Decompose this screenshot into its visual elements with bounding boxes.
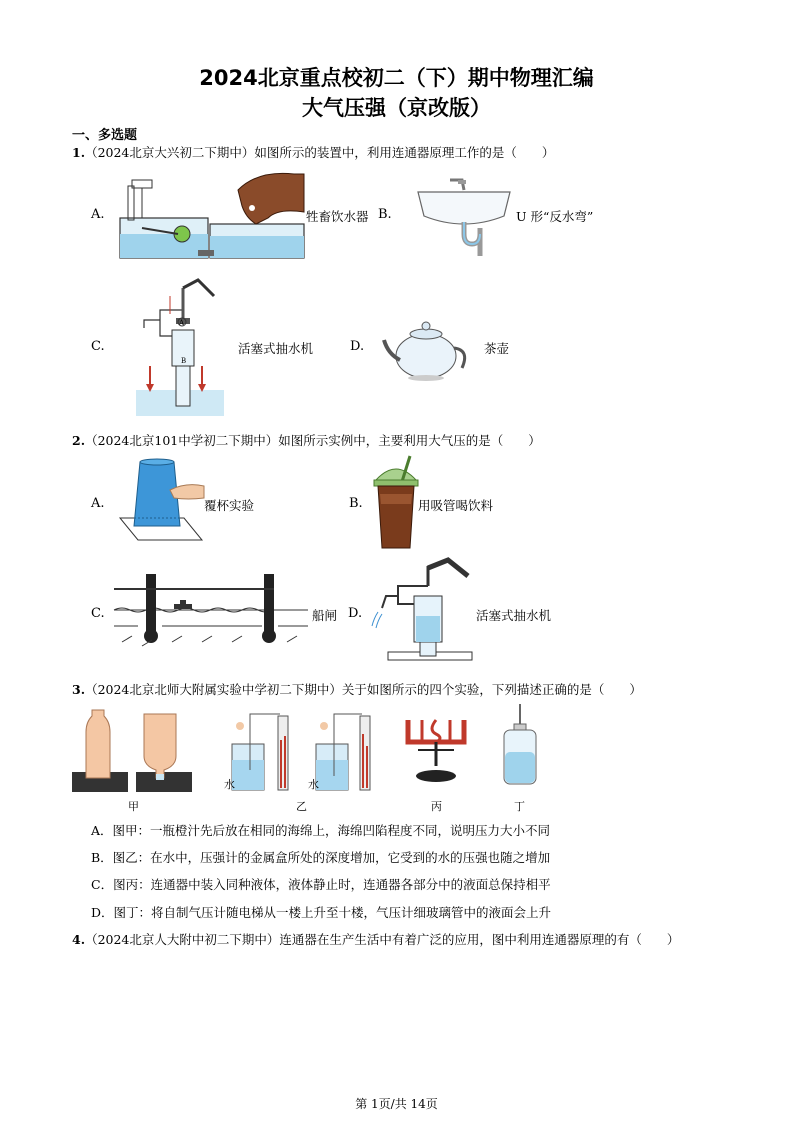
q2-text: 如图所示实例中，主要利用大气压的是（ ）	[278, 433, 541, 448]
q4-source: （2024北京人大附中初二下期中）	[85, 932, 280, 947]
q1-number: 1.	[72, 145, 86, 160]
q2-option-c-letter: C.	[91, 606, 105, 621]
figure-ding-homemade-barometer	[500, 702, 540, 786]
q1-option-d-letter: D.	[350, 339, 365, 354]
q3-source: （2024北京北师大附属实验中学初二下期中）	[85, 682, 342, 697]
livestock-waterer-image	[118, 168, 306, 264]
q1-option-b-caption: U 形“反水弯”	[516, 209, 594, 224]
q3-option-a: A．图甲：一瓶橙汁先后放在相同的海绵上，海绵凹陷程度不同，说明压力大小不同	[91, 823, 551, 838]
q1-pump-label-a: A	[179, 319, 185, 327]
question-4	[72, 930, 679, 948]
q1-source: （2024北京大兴初二下期中）	[85, 145, 255, 160]
q3-option-b: B．图乙：在水中，压强计的金属盒所处的深度增加，它受到的水的压强也随之增加	[91, 850, 551, 865]
q2-number: 2.	[72, 433, 86, 448]
q3-water-label-2: 水	[308, 778, 319, 791]
q3-option-d: D．图丁：将自制气压计随电梯从一楼上升至十楼，气压计细玻璃管中的液面会上升	[91, 905, 552, 920]
page-footer: 第 1页/共 14页	[355, 1097, 438, 1111]
piston-pump-image-q2	[368, 556, 474, 664]
u-trap-sink-image	[414, 172, 514, 258]
q2-option-a-letter: A.	[91, 496, 105, 511]
q4-text: 连通器在生产生活中有着广泛的应用，图中利用连通器原理的有（ ）	[279, 932, 680, 947]
page-subtitle: 大气压强（京改版）	[302, 96, 491, 120]
q1-option-a-letter: A.	[91, 207, 105, 222]
q3-figure-label-jia: 甲	[128, 800, 139, 813]
piston-pump-image-q1	[130, 266, 230, 418]
ship-lock-image	[112, 566, 312, 650]
q2-option-a-caption: 覆杯实验	[204, 498, 255, 513]
q1-text: 如图所示的装置中，利用连通器原理工作的是（ ）	[254, 145, 555, 160]
q1-option-d-caption: 茶壶	[484, 341, 510, 356]
question-2	[72, 431, 541, 449]
q3-water-label-1: 水	[224, 778, 235, 791]
q1-option-a-caption: 牲畜饮水器	[306, 209, 369, 224]
q4-number: 4.	[72, 932, 86, 947]
q1-option-b-letter: B.	[378, 207, 392, 222]
question-1	[72, 143, 554, 161]
q1-option-c-letter: C.	[91, 339, 105, 354]
q3-text: 关于如图所示的四个实验，下列描述正确的是（ ）	[341, 682, 642, 697]
q3-figure-label-ding: 丁	[514, 800, 525, 813]
figure-jia-bottles-on-sponge	[70, 704, 194, 794]
q3-number: 3.	[72, 682, 86, 697]
q3-figure-label-yi: 乙	[296, 800, 307, 813]
inverted-cup-image	[114, 456, 206, 544]
q2-source: （2024北京101中学初二下期中）	[85, 433, 279, 448]
straw-drink-image	[370, 454, 422, 550]
q2-option-d-letter: D.	[348, 606, 363, 621]
page-title: 2024北京重点校初二（下）期中物理汇编	[199, 66, 594, 90]
q1-option-c-caption: 活塞式抽水机	[238, 341, 314, 356]
section-heading: 一、多选题	[72, 128, 138, 143]
q2-option-c-caption: 船闸	[312, 608, 338, 623]
q1-pump-label-b: B	[181, 357, 187, 365]
figure-bing-connected-vessels	[404, 710, 468, 788]
q3-figure-label-bing: 丙	[431, 800, 442, 813]
q2-option-d-caption: 活塞式抽水机	[476, 608, 552, 623]
q3-option-c: C．图丙：连通器中装入同种液体，液体静止时，连通器各部分中的液面总保持相平	[91, 877, 551, 892]
q2-option-b-caption: 用吸管喝饮料	[418, 498, 494, 513]
question-3	[72, 680, 642, 698]
q2-option-b-letter: B.	[349, 496, 363, 511]
teapot-image	[382, 310, 472, 382]
figure-yi-pressure-gauges	[220, 710, 380, 794]
